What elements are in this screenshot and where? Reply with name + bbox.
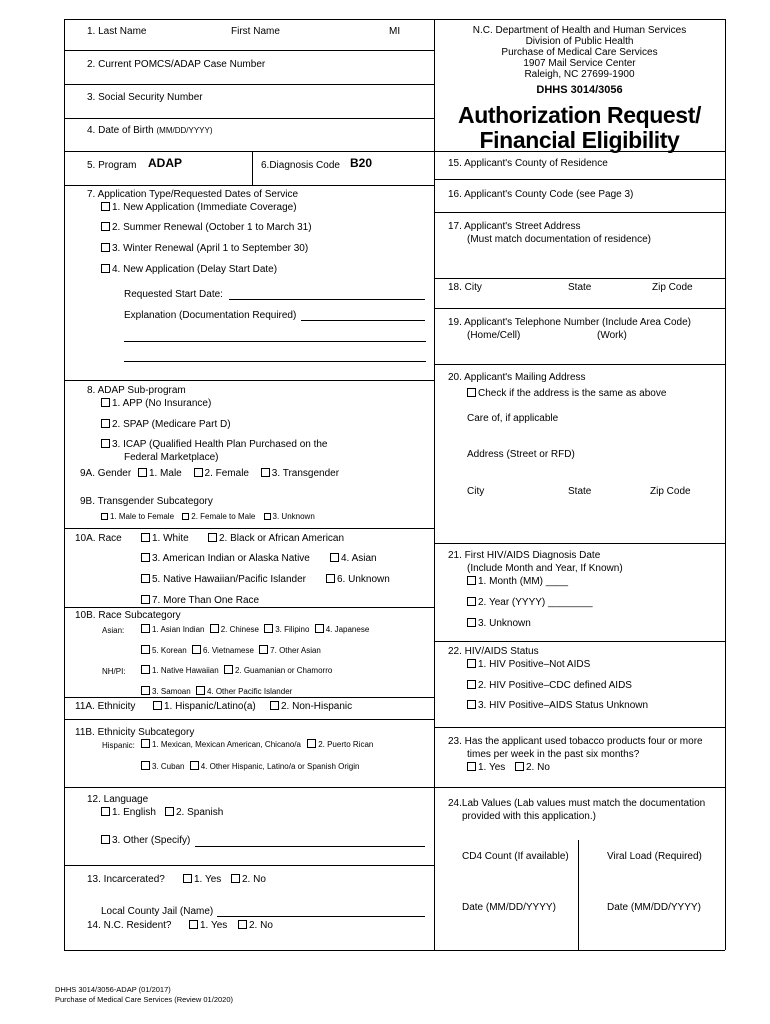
nhpi-row-2 [141,686,292,698]
hiv-status-label: 22. HIV/AIDS Status [448,646,539,657]
mailing-address-label: 20. Applicant's Mailing Address [448,372,586,383]
zip-label[interactable]: Zip Code [652,282,693,293]
ethnicity-hispanic[interactable]: 1. Hispanic/Latino(a) [153,701,256,713]
checkbox[interactable] [101,264,110,273]
telephone-home-label[interactable]: (Home/Cell) [467,330,521,341]
checkbox[interactable] [141,595,150,604]
program-value[interactable]: ADAP [148,156,183,170]
diagnosis-date-label: 21. First HIV/AIDS Diagnosis Date [448,550,601,561]
guamanian[interactable]: 2. Guamanian or Chamorro [224,666,332,675]
frame-top [64,19,725,20]
explanation-line-1[interactable] [301,320,425,321]
diagnosis-code-label: 6.Diagnosis Code [261,160,340,171]
tg-unknown[interactable]: 3. Unknown [264,512,315,521]
checkbox[interactable] [467,576,476,585]
checkbox[interactable] [231,874,240,883]
incarcerated-yes[interactable]: 1. Yes [183,874,221,886]
checkbox[interactable] [467,680,476,689]
checkbox[interactable] [141,624,150,633]
state-label[interactable]: State [568,282,592,293]
language-english[interactable]: 1. English [101,807,156,819]
ethnicity-non-hispanic[interactable]: 2. Non-Hispanic [270,701,352,713]
tobacco-label: 23. Has the applicant used tobacco products four or more [448,736,703,747]
viral-load-label[interactable]: Viral Load (Required) [607,851,702,862]
hispanic-label: Hispanic: [102,741,135,750]
tg-female-to-male[interactable]: 2. Female to Male [182,512,255,521]
diagnosis-unknown[interactable]: 3. Unknown [467,618,531,630]
checkbox[interactable] [467,618,476,627]
checkbox[interactable] [101,439,110,448]
filipino[interactable]: 3. Filipino [264,625,309,634]
checkbox[interactable] [101,398,110,407]
telephone-label[interactable]: 19. Applicant's Telephone Number (Include Area Code) [448,317,691,328]
checkbox[interactable] [182,513,189,520]
checkbox[interactable] [224,665,233,674]
street-address-label[interactable]: 17. Applicant's Street Address [448,221,581,232]
first-name-label[interactable]: First Name [231,26,280,37]
race-white[interactable]: 1. White [141,533,189,545]
other-pacific-islander[interactable]: 4. Other Pacific Islander [196,687,292,696]
checkbox[interactable] [264,513,271,520]
app-type-winter-renewal[interactable]: 3. Winter Renewal (April 1 to September 30) [101,243,308,255]
lab-values-note: provided with this application.) [462,811,596,822]
hispanic-row-1 [141,739,373,751]
race-native-hawaiian[interactable]: 5. Native Hawaiian/Pacific Islander [141,574,306,586]
hiv-cdc-aids[interactable]: 2. HIV Positive–CDC defined AIDS [467,680,632,692]
subprogram-spap[interactable]: 2. SPAP (Medicare Part D) [101,419,231,431]
diagnosis-date-note: (Include Month and Year, If Known) [467,563,623,574]
tobacco-label-2: times per week in the past six months? [467,749,640,760]
jail-name-label: Local County Jail (Name) [101,906,214,917]
mailing-address-street-label[interactable]: Address (Street or RFD) [467,449,575,460]
footer-form-id: DHHS 3014/3056-ADAP (01/2017) [55,985,171,994]
subprogram-app[interactable]: 1. APP (No Insurance) [101,398,211,410]
app-type-summer-renewal[interactable]: 2. Summer Renewal (October 1 to March 31) [101,222,312,234]
language-other[interactable]: 3. Other (Specify) [101,835,190,847]
checkbox[interactable] [141,574,150,583]
nc-resident-label: 14. N.C. Resident? [87,920,172,931]
nhpi-label: NH/PI: [102,667,126,676]
mailing-state-label[interactable]: State [568,486,592,497]
care-of-label[interactable]: Care of, if applicable [467,413,559,424]
asian-row-1 [141,624,369,636]
checkbox[interactable] [141,533,150,542]
agency-line-3: Purchase of Medical Care Services [501,47,658,58]
race-asian[interactable]: 4. Asian [330,553,377,565]
nc-resident-yes[interactable]: 1. Yes [189,920,227,932]
checkbox[interactable] [210,624,219,633]
other-hispanic[interactable]: 4. Other Hispanic, Latino/a or Spanish Origin [190,762,360,771]
mailing-zip-label[interactable]: Zip Code [650,486,691,497]
checkbox[interactable] [264,624,273,633]
subprogram-icap-line2: Federal Marketplace) [124,452,219,463]
cd4-count-label[interactable]: CD4 Count (If available) [462,851,569,862]
form-code: DHHS 3014/3056 [536,84,623,96]
checkbox[interactable] [196,686,205,695]
checkbox[interactable] [141,645,150,654]
telephone-work-label[interactable]: (Work) [597,330,627,341]
race-more-than-one[interactable]: 7. More Than One Race [141,595,259,607]
asian-row-2 [141,645,321,657]
checkbox[interactable] [101,513,108,520]
agency-line-4: 1907 Mail Service Center [523,58,636,69]
checkbox[interactable] [101,807,110,816]
frame-right [725,19,726,950]
chinese[interactable]: 2. Chinese [210,625,259,634]
footer-review: Purchase of Medical Care Services (Review 01/2020) [55,995,233,1004]
column-divider [434,19,435,950]
japanese[interactable]: 4. Japanese [315,625,370,634]
samoan[interactable]: 3. Samoan [141,687,191,696]
requested-start-date-label: Requested Start Date: [124,289,223,300]
transgender-subcategory-row [101,511,315,523]
incarcerated-label: 13. Incarcerated? [87,874,165,885]
mailing-same-as-above[interactable]: Check if the address is the same as above [467,388,666,400]
dob-label[interactable]: 4. Date of Birth (MM/DD/YYYY) [87,125,213,136]
lab-values-label: 24.Lab Values (Lab values must match the documentation [448,798,706,809]
frame-bottom [64,950,725,951]
jail-name-line[interactable] [217,916,425,917]
city-label[interactable]: 18. City [448,282,482,293]
county-code-label[interactable]: 16. Applicant's County Code (see Page 3) [448,189,634,200]
race-subcategory-label: 10B. Race Subcategory [75,610,181,621]
hispanic-row-2 [141,761,359,773]
gender-female[interactable]: 2. Female [194,468,249,479]
checkbox[interactable] [467,659,476,668]
checkbox[interactable] [141,761,150,770]
explanation-line-3[interactable] [124,361,426,362]
korean[interactable]: 5. Korean [141,646,187,655]
county-residence-label[interactable]: 15. Applicant's County of Residence [448,158,608,169]
subprogram-icap[interactable]: 3. ICAP (Qualified Health Plan Purchased on the [101,439,328,451]
checkbox[interactable] [101,243,110,252]
tobacco-no[interactable]: 2. No [515,762,550,774]
asian-label: Asian: [102,626,125,635]
gender-row [80,468,339,480]
gender-male[interactable]: 1. Male [138,468,182,479]
checkbox[interactable] [192,645,201,654]
checkbox[interactable] [165,807,174,816]
native-hawaiian[interactable]: 1. Native Hawaiian [141,666,219,675]
street-address-note: (Must match documentation of residence) [467,234,651,245]
checkbox[interactable] [208,533,217,542]
tobacco-yes[interactable]: 1. Yes [467,762,505,774]
checkbox[interactable] [101,202,110,211]
checkbox[interactable] [467,597,476,606]
language-label: 12. Language [87,794,149,805]
agency-line-2: Division of Public Health [525,36,634,47]
puerto-rican[interactable]: 2. Puerto Rican [307,740,373,749]
checkbox[interactable] [307,739,316,748]
checkbox[interactable] [330,553,339,562]
checkbox[interactable] [194,468,203,477]
case-number-label[interactable]: 2. Current POMCS/ADAP Case Number [87,59,266,70]
asian-indian[interactable]: 1. Asian Indian [141,625,204,634]
explanation-label: Explanation (Documentation Required) [124,310,297,321]
checkbox[interactable] [238,920,247,929]
program-label: 5. Program [87,160,137,171]
checkbox[interactable] [259,645,268,654]
nhpi-row-1 [141,665,332,677]
hiv-not-aids[interactable]: 1. HIV Positive–Not AIDS [467,659,590,671]
gender-transgender[interactable]: 3. Transgender [261,468,339,479]
language-spanish[interactable]: 2. Spanish [165,807,223,819]
other-asian[interactable]: 7. Other Asian [259,646,321,655]
checkbox[interactable] [467,388,476,397]
checkbox[interactable] [315,624,324,633]
tg-male-to-female[interactable]: 1. Male to Female [101,512,174,521]
diagnosis-month[interactable]: 1. Month (MM) ____ [467,576,568,588]
form-title-line-2: Financial Eligibility [479,127,680,153]
ssn-label[interactable]: 3. Social Security Number [87,92,203,103]
checkbox[interactable] [190,761,199,770]
app-type-new-delay[interactable]: 4. New Application (Delay Start Date) [101,264,277,276]
checkbox[interactable] [101,419,110,428]
gender-label: 9A. Gender [80,468,132,479]
language-other-line[interactable] [195,846,425,847]
checkbox[interactable] [467,762,476,771]
checkbox[interactable] [183,874,192,883]
viral-load-date-label[interactable]: Date (MM/DD/YYYY) [607,902,701,913]
race-label: 10A. Race [75,533,122,544]
form-title-line-1: Authorization Request/ [458,102,701,128]
diagnosis-code-value[interactable]: B20 [350,156,373,170]
checkbox[interactable] [101,222,110,231]
application-type-label: 7. Application Type/Requested Dates of Service [87,189,299,200]
checkbox[interactable] [270,701,279,710]
race-american-indian[interactable]: 3. American Indian or Alaska Native [141,553,310,565]
explanation-line-2[interactable] [124,341,426,342]
ethnicity-subcategory-label: 11B. Ethnicity Subcategory [75,727,195,738]
adap-subprogram-label: 8. ADAP Sub-program [87,385,186,396]
diagnosis-year[interactable]: 2. Year (YYYY) ________ [467,597,593,609]
checkbox[interactable] [141,739,150,748]
last-name-label[interactable]: 1. Last Name [87,26,147,37]
checkbox[interactable] [101,835,110,844]
checkbox[interactable] [141,686,150,695]
checkbox[interactable] [261,468,270,477]
nc-resident-no[interactable]: 2. No [238,920,273,932]
checkbox[interactable] [515,762,524,771]
mi-label[interactable]: MI [389,26,401,37]
checkbox[interactable] [189,920,198,929]
app-type-new-immediate[interactable]: 1. New Application (Immediate Coverage) [101,202,297,214]
checkbox[interactable] [153,701,162,710]
mexican[interactable]: 1. Mexican, Mexican American, Chicano/a [141,740,301,749]
checkbox[interactable] [138,468,147,477]
frame-left [64,19,65,950]
vietnamese[interactable]: 6. Vietnamese [192,646,254,655]
hiv-status-unknown[interactable]: 3. HIV Positive–AIDS Status Unknown [467,700,648,712]
checkbox[interactable] [141,665,150,674]
transgender-subcategory-label: 9B. Transgender Subcategory [80,496,213,507]
race-black[interactable]: 2. Black or African American [208,533,344,545]
race-unknown[interactable]: 6. Unknown [326,574,390,586]
checkbox[interactable] [326,574,335,583]
checkbox[interactable] [467,700,476,709]
cuban[interactable]: 3. Cuban [141,762,184,771]
agency-line-1: N.C. Department of Health and Human Services [472,25,687,36]
ethnicity-label: 11A. Ethnicity [75,701,136,712]
mailing-city-label[interactable]: City [467,486,485,497]
agency-line-5: Raleigh, NC 27699-1900 [524,69,635,80]
incarcerated-no[interactable]: 2. No [231,874,266,886]
checkbox[interactable] [141,553,150,562]
requested-start-date-line[interactable] [229,299,425,300]
cd4-date-label[interactable]: Date (MM/DD/YYYY) [462,902,556,913]
